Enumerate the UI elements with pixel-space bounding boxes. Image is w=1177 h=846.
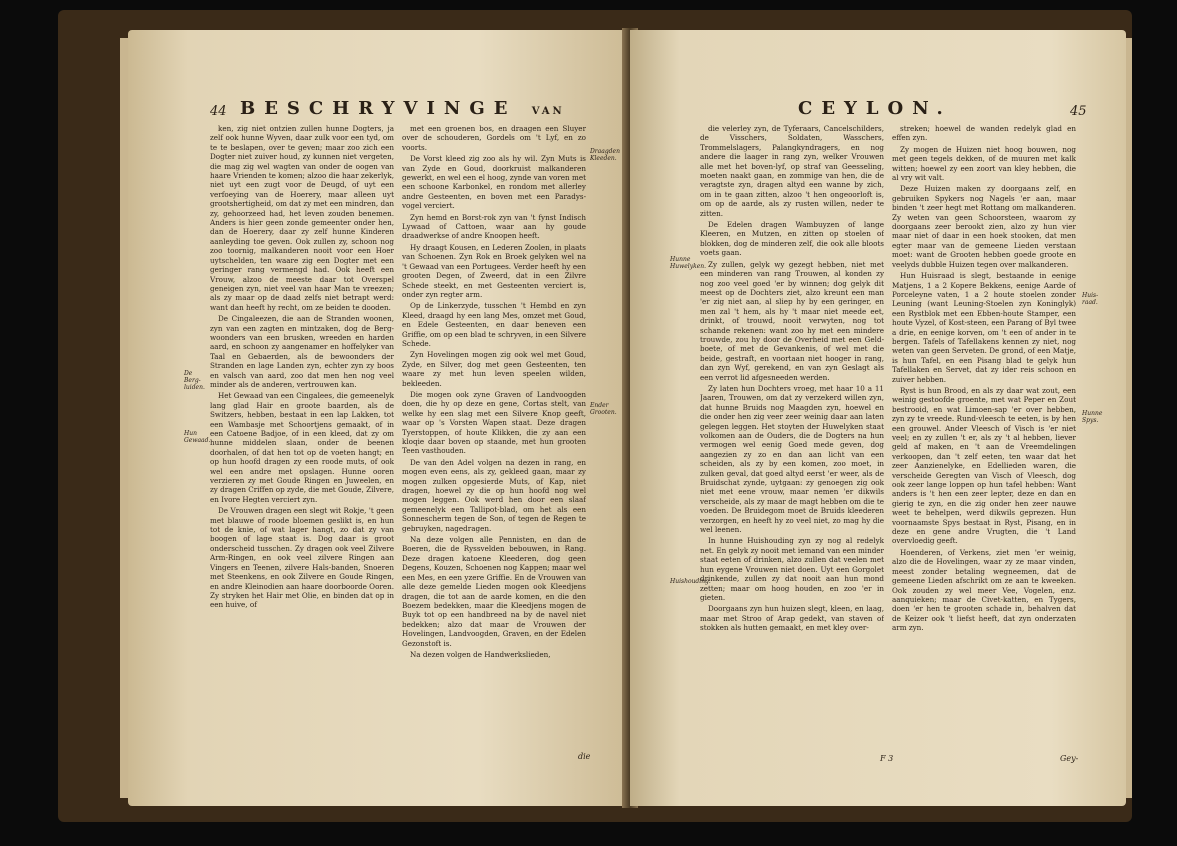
- paragraph: streken; hoewel de wanden redelyk glad en effen zyn.: [892, 124, 1076, 143]
- left-header-suffix: VAN: [531, 106, 565, 117]
- paragraph: Hun Huisraad is slegt, bestaande in eenige Matjens, 1 a 2 Kopere Bekkens, eenige Aarde of Porceleyne vaten, 1 a 2 houte stoelen zonder Leuning (want Leuning-Stoelen zyn Koninglyk) een Rystblok met een Ebben-houte Stamper, een houte Vyzel, of Kost-steen, een Parang of Byl twee a drie, en eenige korven, om 't een of ander in te bergen. Tafels of Tafellakens kennen zy niet, nog weten van geen Serveten. De grond, of een Matje, is hun Tafel, en een Pisang blad te gelyk hun Tafellaken en Servet, dat zy ider reis schoon en zuiver hebben.: [892, 271, 1076, 384]
- paragraph: Zy laten hun Dochters vroeg, met haar 10 a 11 Jaaren, Trouwen, om dat zy verzekerd willen zyn, dat hunne Bruids nog Maagden zyn, hoewel en die onder hen zig veer zeer weinig daar aan laten gelegen leggen. Het stoyten der Huwelyken staat volkomen aan de Ouders, die de Dogters na hun vermogen wel eenig Goed mede geven, dog aangezien zy zo en dan aan licht van een scheiden, als zy by een komen, zoo moet, in zulken geval, dat goed altyd eerst 'er weer, als de Bruidschat zynde, uytgaan: zy genoegen zig ook niet met eene vrouw, maar nemen 'er dikwils verscheide, als zy maar de magt hebben om die te voeden. De Bruidegom moet de Bruids kleederen verzorgen, en heeft hy zo veel niet, zo mag hy die wel leenen.: [700, 383, 884, 535]
- paragraph: Zyn Hovelingen mogen zig ook wel met Goud, Zyde, en Silver, dog met geen Gesteenten, ten waare zy met hun leven speelen wilden, bekleeden.: [402, 350, 586, 388]
- left-catchword: die: [578, 752, 591, 761]
- margin-note: Draagden Kleeden.: [590, 148, 620, 162]
- right-running-header: CEYLON.: [798, 98, 952, 119]
- right-column-1: [700, 124, 884, 744]
- right-page-number: 45: [1070, 104, 1087, 119]
- signature-mark: F 3: [880, 754, 894, 763]
- left-page-number: 44: [210, 104, 227, 119]
- margin-note: Huishouding.: [670, 578, 711, 585]
- paragraph: De van den Adel volgen na dezen in rang, en mogen even eens, als zy, gekleed gaan, maar zy mogen zulken opgesierde Muts, of Kap, niet dragen, hoewel zy die op hun hoofd nog wel mogen leggen. Ook werd hen door een slaaf gemeenelyk een Tallipot-blad, om het als een Sonnescherm tegen de Son, of tegen de Regen te gebruyken, nagedragen.: [402, 457, 586, 533]
- margin-note: Hunne Huwelyken.: [670, 256, 707, 270]
- paragraph: De Edelen dragen Wambuyzen of lange Kleeren, en Mutzen, en zitten op stoelen of blokken, dog de minderen zelf, die ook alle bloots voets gaan.: [700, 220, 884, 258]
- paragraph: Zyn hemd en Borst-rok zyn van 't fynst Indisch Lywaad of Cattoen, waar aan hy goude draadwerkse of andre Knoopen heeft.: [402, 212, 586, 241]
- left-running-header: [240, 98, 565, 119]
- paragraph: De Cingaleezen, die aan de Stranden woonen, zyn van een zagten en mintzaken, dog de Berg-woonders van een brusken, wreeden en harden aard, en schoon zy aangenamer en hoffelyker van Taal en Gebaerden, als de bewoonders der Stranden en lage Landen zyn, echter zyn zy boos en valsch van aard, zoo dat men hen nog veel minder als de anderen, vertrouwen kan.: [210, 314, 394, 389]
- paragraph: Na dezen volgen de Handwerkslieden,: [410, 649, 551, 659]
- left-header-main: BESCHRYVINGE: [240, 98, 517, 119]
- paragraph: ken, zig niet ontzien zullen hunne Dogters, ja zelf ook hunne Wyven, daar zulk voor een tyd, om te te beslapen, over te geven; maar zoo zich een Dogter niet zuiver houd, zy kunnen niet vergeten, die mag zig wel wagten van onder de oogen van haare Vrienden te komen; alzoo die haar zekerlyk, niet uyt een zugt voor de Deugd, of uyt een verfoeying van de Hoerery, maar alleen uyt grootshertigheid, om dat zy met een mindren, dan zy, gehoorzeed had, het leven zouden benemen. Anders is hier geen zonde gemeenter onder hen, dan de Hoerery, daar zy zelf hunne Kinderen aanleyding toe geven. Ook zullen zy, schoon nog zoo toornig, malkanderen nooit voor een Hoer uytschelden, ten waare zig een Dogter met een geringer rang vermengd had. Ook heeft een Vrouw, alzoo de meeste daar tot Overspel geneigen zyn, niet veel van haar Man te vreezen; als zy maar op de daad zelfs niet betrapt werd: want dan heeft hy recht, om ze beiden te dooden.: [210, 124, 394, 312]
- right-column-2: [892, 124, 1076, 744]
- paragraph: In hunne Huishouding zyn zy nog al redelyk net. En gelyk zy nooit met iemand van een minder staat eeten of drinken, alzo zullen dat veelen met hun eygene Vrouwen niet doen. Uyt een Gorgolet drinkende, zullen zy dat nooit aan hun mond zetten; maar om hoog houden, en zoo 'er in gieten.: [700, 536, 884, 602]
- left-column-2: [402, 124, 586, 744]
- margin-note: Ender Grooten.: [590, 402, 617, 416]
- paragraph: Het Gewaad van een Cingalees, die gemeenelyk lang glad Hair en groote baarden, als de Switzers, hebben, bestaat in een lap Lakken, tot een Wambasje met Schoortjens gemaakt, of in een Catoene Badjoe, of in een kleed, dat zy om hunne middelen slaan, onder de beenen doorhalen, of dat hen tot op de voeten hangt; en op hun hoofd dragen zy een roode muts, of ook wel een andre met opslagen. Hunne ooren verzieren zy met Goude Ringen en Juweelen, en zy dragen Criffen op zyde, die met Goude, Zilvere, en Ivore Hegten verciert zyn.: [210, 391, 394, 504]
- margin-note: Hun Gewaad.: [184, 430, 211, 444]
- paragraph: Hy draagt Kousen, en Lederen Zoolen, in plaats van Schoenen. Zyn Rok en Broek gelyken wel na 't Gewaad van een Portugees. Verder heeft hy een grooten Degen, of Zweerd, dat in een Zilvre Schede steekt, en met Gesteenten verciert is, onder zyn regter arm.: [402, 242, 586, 299]
- paragraph: Doorgaans zyn hun huizen slegt, kleen, en laag, maar met Stroo of Arap gedekt, van staven of stokken als hutten gemaakt, en met kley over-: [700, 604, 884, 633]
- margin-note: De Berg-luiden.: [184, 370, 205, 391]
- paragraph: met een groenen bos, en draagen een Sluyer over de schouderen, Gordels om 't Lyf, en zo voorts.: [402, 124, 586, 152]
- margin-note: Huis-raad.: [1082, 292, 1099, 306]
- paragraph: De Vorst kleed zig zoo als hy wil. Zyn Muts is van Zyde en Goud, doorkruist malkanderen gewerkt, en wel een el hoog, zynde van voren met een schoone Karbonkel, en rondom met allerley andre Gesteenten, en boven met een Paradys-vogel verciert.: [402, 154, 586, 211]
- paragraph: Na deze volgen alle Pennisten, en dan de Boeren, die de Ryssvelden bebouwen, in Rang. Deze dragen katoene Kleederen, dog geen Degens, Kouzen, Schoenen nog Kappen; maar wel een Mes, en een yzere Griffie. En de Vrouwen van alle deze gemelde Lieden mogen ook Kleedjens dragen, die tot aan de aarde komen, en die den Boezem bedekken, maar die Kleedjens mogen de Buyk tot op een handbreed na by de navel niet bedekken; alzo dat maar de Vrouwen der Hovelingen, Landvoogden, Graven, en der Edelen Gezonstoft is.: [402, 535, 586, 648]
- paragraph: De Vrouwen dragen een slegt wit Rokje, 't geen met blauwe of roode bloemen geslikt is, en hun tot de knie, of wat lager hangt, zo dat zy van boogen of lage staat is. Dog daar is groot onderscheid tusschen. Zy dragen ook veel Zilvere Arm-Ringen, en ook veel zilvere Ringen aan Vingers en Teenen, zilvere Hals-banden, Snoeren met Steenkens, en ook Zilvere en Goude Ringen, en andre Kleinodien aan haare doorboorde Ooren. Zy stryken het Hair met Olie, en binden dat op in een huive, of: [210, 506, 394, 610]
- left-column-1: [210, 124, 394, 744]
- book-spread: [58, 10, 1132, 822]
- margin-note: Hunne Spys.: [1082, 410, 1103, 424]
- paragraph: Ryst is hun Brood, en als zy daar wat zout, een weinig gestoofde groente, met wat Peper en Zout bestrooid, en wat Limoen-sap 'er over hebben, zyn zy te vreede. Rund-vleesch te eeten, is by hen een grouwel. Ander Vleesch of Visch is 'er niet veel; en zy zullen 't er, als zy 't al hebben, liever geld af maken, en 't aan de Vreemdelingen verkoopen, dan 't zelf eeten, ten waar dat het zeer Aanzienelyke, en Edellieden waren, die verscheide Geregten van Visch of Vleesch, dog ook zeer lange loppen op hun tafel hebben: Want anders is 't hen een zeer lepter, deze en dan en gierig te zyn, en die zig onder hen zeer nauwe weet te behelpen, werd dikwils geprezen. Hun voornaamste Spys bestaat in Ryst, Pisang, en in deze en gene andre Vrugten, die 't Land overvloedig geeft.: [892, 385, 1076, 546]
- paragraph: Hoenderen, of Verkens, ziet men 'er weinig, alzo die de Hovelingen, waar zy ze maar vinden, meest zonder betaling wegneemen, dat de gemeene Lieden afschrikt om ze aan te kweeken. Ook zouden zy wel meer Vee, Vogelen, enz. aanquieken; maar de Civet-katten, en Tygers, doen 'er hen te grooten schade in, behalven dat de Keizer ook 't liefst heeft, dat zyn onderzaten arm zyn.: [892, 547, 1076, 633]
- right-page: [630, 30, 1126, 806]
- paragraph: die velerley zyn, de Tyferaars, Cancelschilders, de Visschers, Soldaten, Wasschers, Trommelslagers, Palangkyndragers, en nog andere die laager in rang zyn, welker Vrouwen alle met het boven-lyf, op straf van Geesseling, moeten naakt gaan, en zommige van hen, die de veragtste zyn, dragen altyd een wanne by zich, om in te gaan zitten, alzoo 't hen ongeoorloft is, om op de aarde, als zy rusten willen, neder te zitten.: [700, 124, 884, 218]
- left-page: [128, 30, 628, 806]
- paragraph: Deze Huizen maken zy doorgaans zelf, en gebruiken Spykers nog Nagels 'er aan, maar binden 't zeer hegt met Rottang om malkanderen. Zy weten van geen Schoorsteen, waarom zy doorgaans zeer berookt zien, alzo zy hun vier maar niet of daar in een hoek stooken, dat men egter maar van de gemeene Lieden verstaan moet: want de Grooten hebben goede groote en veelyds dubble Huizen tegen over malkanderen.: [892, 184, 1076, 269]
- paragraph: Zy zullen, gelyk wy gezegt hebben, niet met een minderen van rang Trouwen, al konden zy nog zoo veel goed 'er by winnen; dog gelyk dit meest op de Dochters ziet, alzo kreunt een man 'er zig niet aan, al sliep hy by een geringer, en men zal 't hem, als hy 't maar niet meede eet, drinkt, of trouwd, nooit verwyten, nog tot schande rekenen: want zoo hy met een mindere trouwde, zou hy door de Overheid met een Geld-boete, of met de Gevankenis, of wel met die beide, gestraft, en voortaan niet hooger in rang, dan zyn Wyf, gerekend, en van zyn Geslagt als een verrot lid afgesneeden werden.: [700, 259, 884, 382]
- right-catchword: Gey-: [1060, 754, 1079, 763]
- paragraph: Op de Linkerzyde, tusschen 't Hembd en zyn Kleed, draagd hy een lang Mes, omzet met Goud, en Edele Gesteenten, en daar beneven een Griffie, om op een blad te schryven, in een Silvere Schede.: [402, 301, 586, 348]
- paragraph: Zy mogen de Huizen niet hoog bouwen, nog met geen tegels dekken, of de muuren met kalk witten; hoewel zy een zoort van kley hebben, die al vry wit valt.: [892, 144, 1076, 183]
- paragraph: Die mogen ook zyne Graven of Landvoogden doen, die hy op deze en gene, Cortas stelt, van welke hy een slag met een Silvere Knop geeft, waar op 's Vorsten Wapen staat. Deze dragen Tyerstoppen, of houte Klikken, die zy aan een kloqie daar boven op staande, met hun grooten Teen vasthouden.: [402, 389, 586, 456]
